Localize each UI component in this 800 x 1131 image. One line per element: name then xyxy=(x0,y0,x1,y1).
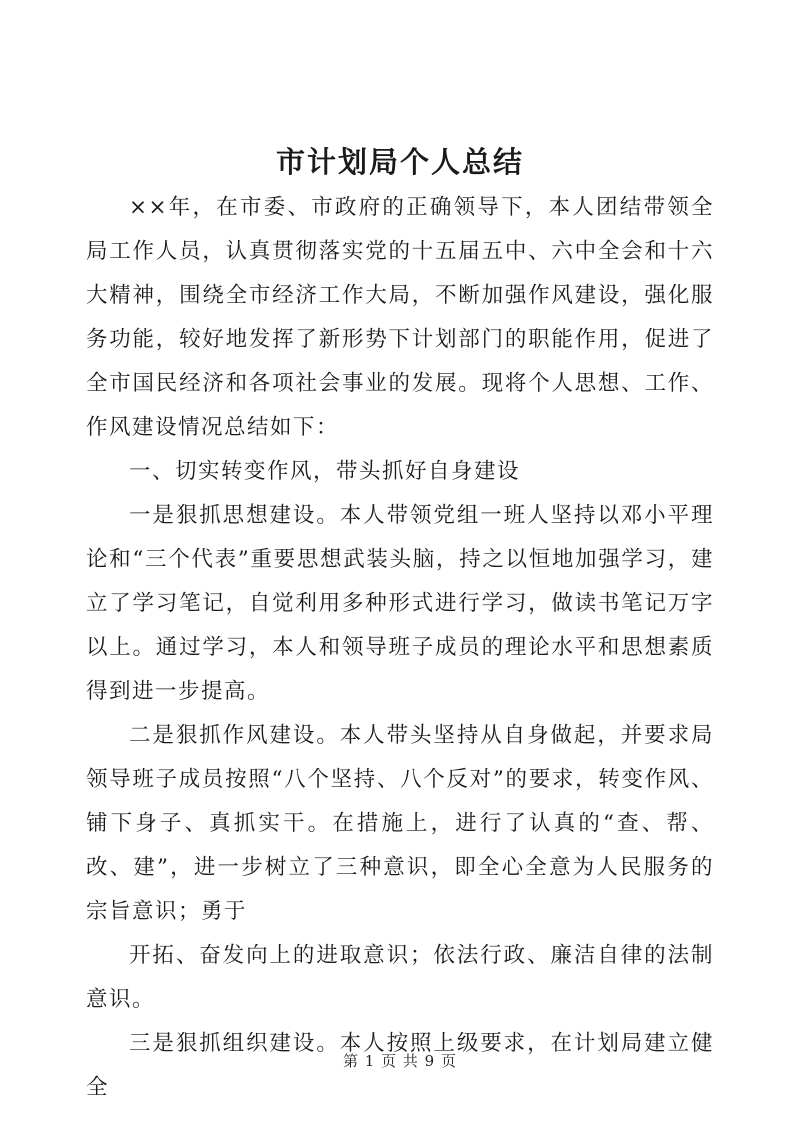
page-footer: 第 1 页 共 9 页 xyxy=(343,1052,457,1070)
paragraph-workstyle-cont: 开拓、奋发向上的进取意识；依法行政、廉洁自律的法制意识。 xyxy=(86,943,714,1012)
paragraph-ideology: 一是狠抓思想建设。本人带领党组一班人坚持以邓小平理论和“三个代表”重要思想武装头脑，持之以恒地加强学习，建立了学习笔记，自觉利用多种形式进行学习，做读书笔记万字以上。通过学习，本人和领导班子成员的理论水平和思想素质得到进一步提高。 xyxy=(86,503,714,704)
paragraph-workstyle: 二是狠抓作风建设。本人带头坚持从自身做起，并要求局领导班子成员按照“八个坚持、八个反对”的要求，转变作风、铺下身子、真抓实干。在措施上，进行了认真的“查、帮、改、建”，进一步树立了三种意识，即全心全意为人民服务的宗旨意识；勇于 xyxy=(86,723,714,924)
paragraph-intro: ××年，在市委、市政府的正确领导下，本人团结带领全局工作人员，认真贯彻落实党的十五届五中、六中全会和十六大精神，围绕全市经济工作大局，不断加强作风建设，强化服务功能，较好地发挥了新形势下计划部门的职能作用，促进了全市国民经济和各项社会事业的发展。现将个人思想、工作、作风建设情况总结如下： xyxy=(86,195,714,440)
page-title: 市计划局个人总结 xyxy=(275,145,524,179)
section-heading: 一、切实转变作风，带头抓好自身建设 xyxy=(129,459,521,484)
paragraph-organization: 三是狠抓组织建设。本人按照上级要求，在计划局建立健全 xyxy=(86,1031,714,1100)
document-body xyxy=(86,186,714,1110)
